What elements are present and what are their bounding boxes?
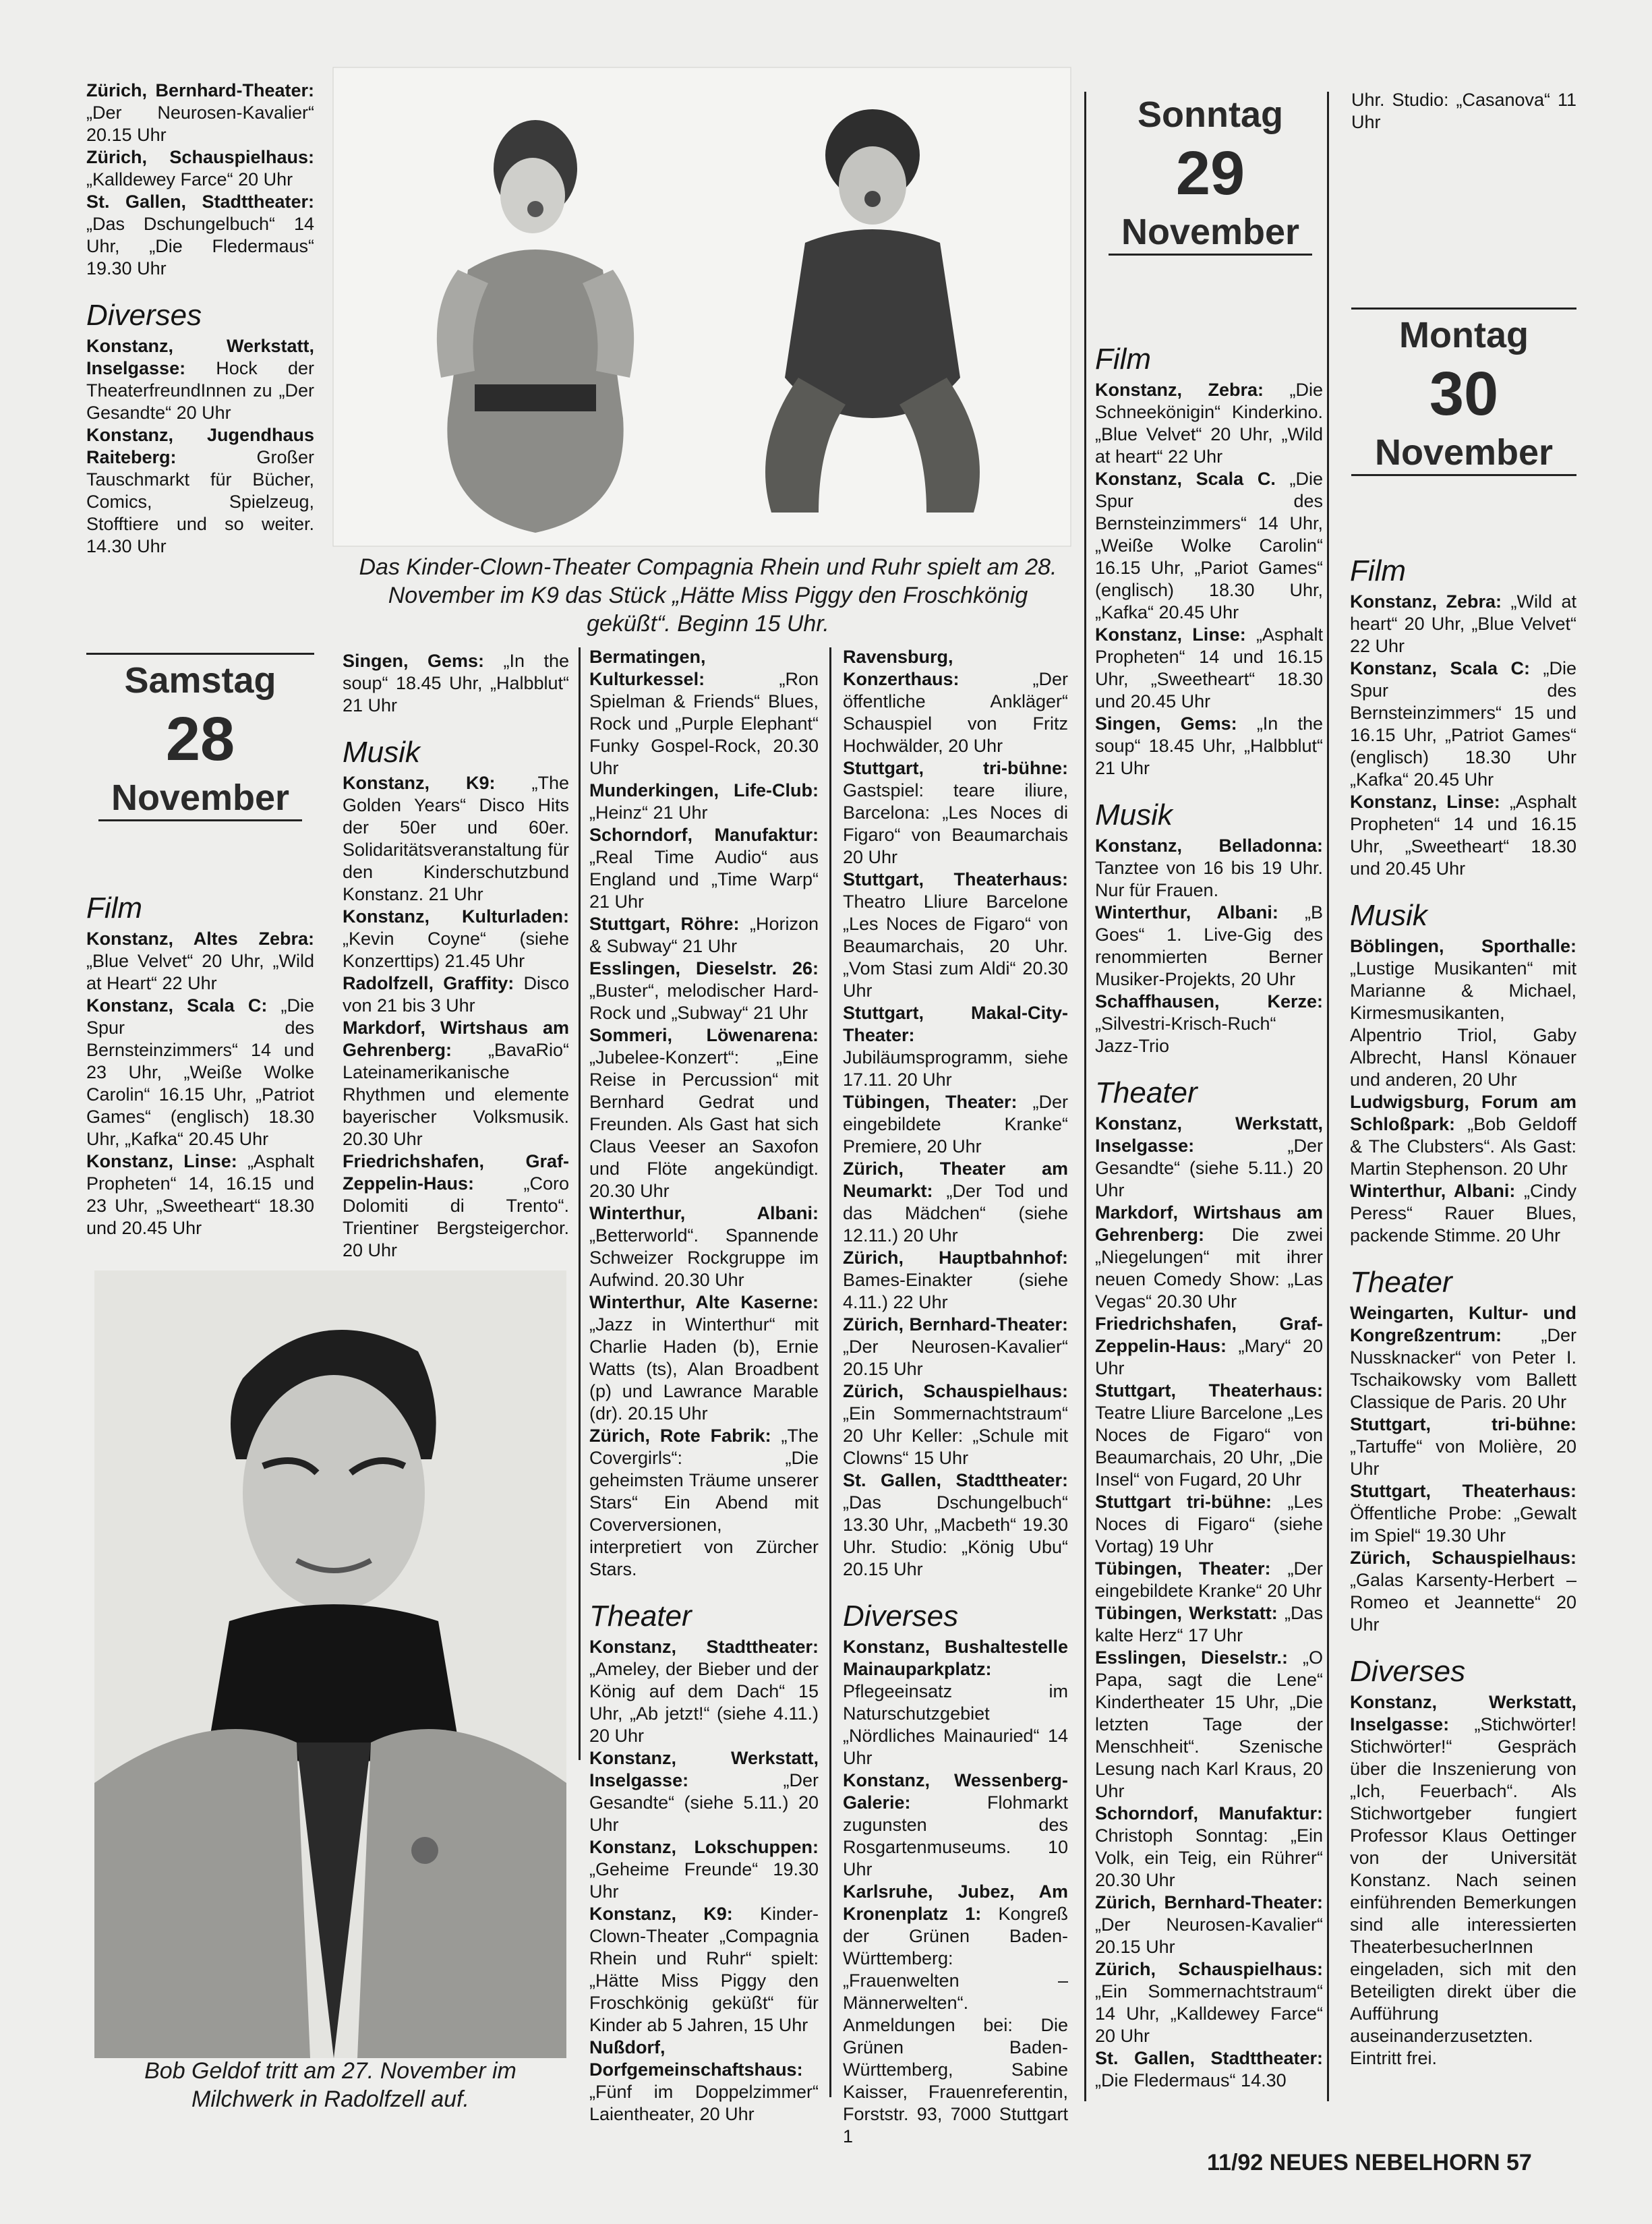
listing-entry <box>1095 1647 1323 1803</box>
listing-entry <box>86 335 314 424</box>
venue-name: St. Gallen, Stadttheater: <box>1095 2048 1323 2068</box>
section-heading: Musik <box>1095 798 1173 831</box>
event-details: Großer Tauschmarkt für Bücher, Comics, Spielzeug, Stofftiere und so weiter. 14.30 Uhr <box>86 447 314 556</box>
section-heading: Diverses <box>86 299 202 332</box>
listing-entry <box>589 1024 819 1202</box>
event-details: Die zwei „Niegelungen“ mit ihrer neuen Comedy Show: „Las Vegas“ 20.30 Uhr <box>1095 1225 1323 1312</box>
venue-name: Nußdorf, Dorfgemeinschaftshaus: <box>589 2037 803 2080</box>
venue-name: Radolfzell, Graffity: <box>343 973 514 993</box>
event-details: „Die Spur des Bernsteinzimmers“ 15 und 16.15 Uhr, „Patriot Games“ (englisch) 18.30 Uhr „Kafka“ 20.45 Uhr <box>1350 658 1576 790</box>
venue-name: Konstanz, Bushaltestelle Mainauparkplatz: <box>843 1637 1068 1679</box>
event-details: „Asphalt Propheten“ 14 und 16.15 Uhr, „Sweetheart“ 18.30 und 20.45 Uhr <box>1095 624 1323 711</box>
column-1-top <box>86 80 314 579</box>
listing-entry <box>589 2037 819 2126</box>
event-details: „Das Dschungelbuch“ 14 Uhr, „Die Fledermaus“ 19.30 Uhr <box>86 214 314 279</box>
venue-name: Zürich, Rote Fabrik: <box>589 1426 771 1446</box>
listing-entry <box>1350 1691 1576 2070</box>
event-details: „Real Time Audio“ aus England und „Time Warp“ 21 Uhr <box>589 847 819 912</box>
venue-name: Zürich, Schauspielhaus: <box>86 147 314 167</box>
venue-name: Konstanz, Scala C: <box>1350 658 1530 678</box>
listing-entry <box>843 1314 1068 1380</box>
venue-name: Winterthur, Albani: <box>589 1203 819 1223</box>
venue-name: Friedrichshafen, Graf-Zeppelin-Haus: <box>1095 1314 1323 1356</box>
header-rule <box>1109 254 1312 256</box>
listing-entry <box>1095 1202 1323 1313</box>
venue-name: Schaffhausen, Kerze: <box>1095 991 1323 1012</box>
venue-name: Stuttgart, Röhre: <box>589 914 740 934</box>
event-details: „Der eingebildete Kranke“ Premiere, 20 Uhr <box>843 1092 1068 1157</box>
event-details: „Das Dschungelbuch“ 13.30 Uhr, „Macbeth“ 19.30 Uhr. Studio: „König Ubu“ 20.15 Uhr <box>843 1492 1068 1579</box>
listing-entry <box>343 972 569 1017</box>
venue-name: Stuttgart, tri-bühne: <box>843 758 1068 778</box>
venue-name: Konstanz, Zebra: <box>1350 591 1502 612</box>
listing-entry <box>1095 1602 1323 1647</box>
column-1-bottom <box>86 891 314 1269</box>
event-details: Hock der TheaterfreundInnen zu „Der Gesandte“ 20 Uhr <box>86 358 314 423</box>
day-header-sunday <box>1098 89 1323 256</box>
event-details: „Les Noces di Figaro“ (siehe Vortag) 19 Uhr <box>1095 1492 1323 1556</box>
event-details: „Kalldewey Farce“ 20 Uhr <box>86 169 293 189</box>
listing-entry <box>1350 1091 1576 1180</box>
listing-entry <box>343 1017 569 1150</box>
venue-name: Weingarten, Kultur- und Kongreßzentrum: <box>1350 1303 1576 1345</box>
listing-entry <box>589 824 819 913</box>
event-details: „The Golden Years“ Disco Hits der 50er und 60er. Solidaritätsveranstaltung für den Kinderschutzbund Konstanz. 21 Uhr <box>343 773 569 904</box>
event-details: Bames-Einakter (siehe 4.11.) 22 Uhr <box>843 1270 1068 1312</box>
venue-name: Konstanz, Linse: <box>86 1151 237 1171</box>
venue-name: Schorndorf, Manufaktur: <box>589 825 819 845</box>
venue-name: Konstanz, Lokschuppen: <box>589 1837 819 1857</box>
venue-name: Winterthur, Alte Kaserne: <box>589 1292 819 1312</box>
event-details: „Der Nussknacker“ von Peter I. Tschaikowsky vom Ballett Classique de Paris. 20 Uhr <box>1350 1325 1576 1412</box>
venue-name: Markdorf, Wirtshaus am Gehrenberg: <box>1095 1202 1323 1245</box>
venue-name: Zürich, Hauptbahnhof: <box>843 1248 1068 1268</box>
listing-entry <box>1095 902 1323 991</box>
event-details: „Asphalt Propheten“ 14, 16.15 und 23 Uhr, „Sweetheart“ 18.30 und 20.45 Uhr <box>86 1151 314 1238</box>
venue-name: Konstanz, K9: <box>343 773 496 793</box>
venue-name: Bermatingen, Kulturkessel: <box>589 647 706 689</box>
section-heading: Theater <box>589 1600 692 1633</box>
event-details: „Betterworld“. Spannende Schweizer Rockgruppe im Aufwind. 20.30 Uhr <box>589 1225 819 1290</box>
venue-name: Zürich, Schauspielhaus: <box>1350 1548 1576 1568</box>
venue-name: Konstanz, Wessenberg-Galerie: <box>843 1770 1068 1813</box>
geldof-photo <box>94 1270 566 2058</box>
event-details: „In the soup“ 18.45 Uhr, „Halbblut“ 21 Uhr <box>343 651 569 715</box>
venue-name: Konstanz, Werkstatt, Inselgasse: <box>86 336 314 378</box>
event-details: „Mary“ 20 Uhr <box>1095 1336 1323 1378</box>
event-details: „Asphalt Propheten“ 14 und 16.15 Uhr, „Sweetheart“ 18.30 und 20.45 Uhr <box>1350 792 1576 879</box>
event-details: „Fünf im Doppelzimmer“ Laientheater, 20 Uhr <box>589 2082 819 2124</box>
event-details: „Die Spur des Bernsteinzimmers“ 14 Uhr, „Weiße Wolke Carolin“ 16.15 Uhr, „Pariot Games“ (englisch) 18.30 Uhr, „Kafka“ 20.45 Uhr <box>1095 469 1323 622</box>
listing-entry <box>589 958 819 1024</box>
event-details: Kinder-Clown-Theater „Compagnia Rhein und Ruhr“ spielt: „Hätte Miss Piggy den Froschkönig geküßt“ für Kinder ab 5 Jahren, 15 Uhr <box>589 1904 819 2035</box>
venue-name: Konstanz, Linse: <box>1095 624 1246 645</box>
venue-name: Winterthur, Albani: <box>1095 902 1278 923</box>
listing-entry <box>843 1469 1068 1581</box>
listing-entry <box>1095 1313 1323 1380</box>
listing-entry <box>1095 379 1323 468</box>
event-details: „Silvestri-Krisch-Ruch“ Jazz-Trio <box>1095 1014 1276 1056</box>
event-details: Öffentliche Probe: „Gewalt im Spiel“ 19.30 Uhr <box>1350 1503 1576 1546</box>
listing-entry <box>843 869 1068 1002</box>
event-details: „Stichwörter! Stichwörter!“ Gespräch über die Inszenierung von „Ich, Feuerbach“. Als Stichwortgeber fungiert Professor Klaus Oettinger von der Universität Konstanz. Nach seinen einführenden Bemerkungen sind alle interessierten TheaterbesucherInnen eingeladen, sich mit den Beteiligten direkt über die Aufführung auseinanderzusetzten. Eintritt frei. <box>1350 1714 1576 2068</box>
page-footer: 11/92 NEUES NEBELHORN 57 <box>1207 2150 1532 2175</box>
venue-name: Konstanz, Werkstatt, Inselgasse: <box>589 1748 819 1790</box>
venue-name: Esslingen, Dieselstr. 26: <box>589 958 819 978</box>
venue-name: Stuttgart, Theaterhaus: <box>843 869 1068 889</box>
event-details: Flohmarkt zugunsten des Rosgartenmuseums. 10 Uhr <box>843 1792 1068 1879</box>
day-number: 29 <box>1175 139 1245 208</box>
section-heading: Film <box>1095 343 1152 376</box>
event-details: „Coro Dolomiti di Trento“. Trientiner Bergsteigerchor. 20 Uhr <box>343 1173 569 1260</box>
listing-entry <box>589 1636 819 1747</box>
event-details: „Der Neurosen-Kavalier“ 20.15 Uhr <box>86 103 314 145</box>
event-details: „Der Neurosen-Kavalier“ 20.15 Uhr <box>1095 1914 1323 1957</box>
section-heading: Musik <box>343 736 420 769</box>
venue-name: Konstanz, Zebra: <box>1095 380 1264 400</box>
event-details: „Die Fledermaus“ 14.30 <box>1095 2070 1287 2090</box>
column-divider <box>1327 92 1329 2101</box>
event-details: „Tartuffe“ von Molière, 20 Uhr <box>1350 1436 1576 1479</box>
venue-name: Konstanz, Stadttheater: <box>589 1637 819 1657</box>
month-name: November <box>1121 212 1300 252</box>
column-divider <box>829 647 831 2097</box>
listing-entry <box>86 191 314 280</box>
listing-entry <box>843 1881 1068 2148</box>
venue-name: Markdorf, Wirtshaus am Gehrenberg: <box>343 1018 569 1060</box>
listing-entry <box>1095 2047 1323 2092</box>
header-rule <box>98 819 302 821</box>
listing-entry <box>1095 713 1323 780</box>
listing-entry <box>589 913 819 958</box>
event-details: „Jubelee-Konzert“: „Eine Reise in Percussion“ mit Bernhard Gedrat und Freunden. Als Gast hat sich Claus Veeser an Saxofon und Flöte angekündigt. 20.30 Uhr <box>589 1047 819 1201</box>
event-details: „Galas Karsenty-Herbert – Romeo et Jeannette“ 20 Uhr <box>1350 1570 1576 1635</box>
listing-entry <box>843 1769 1068 1881</box>
day-name: Sonntag <box>1138 94 1283 135</box>
listing-entry <box>589 1425 819 1581</box>
event-details: „Die Schneekönigin“ Kinderkino. „Blue Velvet“ 20 Uhr, „Wild at heart“ 22 Uhr <box>1095 380 1323 467</box>
day-header-monday <box>1351 308 1576 476</box>
event-details: „Blue Velvet“ 20 Uhr, „Wild at Heart“ 22 Uhr <box>86 951 314 993</box>
venue-name: Tübingen, Theater: <box>843 1092 1017 1112</box>
listing-entry <box>1350 1180 1576 1247</box>
venue-name: Stuttgart, Theaterhaus: <box>1095 1380 1323 1401</box>
event-details: „Der Gesandte“ (siehe 5.11.) 20 Uhr <box>589 1770 819 1835</box>
venue-name: Stuttgart, tri-bühne: <box>1350 1414 1576 1434</box>
listing-entry <box>843 1158 1068 1247</box>
listing-entry <box>589 780 819 824</box>
column-4 <box>843 646 1068 2146</box>
event-details: Teatre Lliure Barcelone „Les Noces de Figaro“ von Beaumarchais, 20 Uhr, „Die Insel“ von Fugard, 20 Uhr <box>1095 1403 1323 1490</box>
event-details: Pflegeeinsatz im Naturschutzgebiet „Nördliches Mainauried“ 14 Uhr <box>843 1681 1068 1768</box>
venue-name: Konstanz, Altes Zebra: <box>86 929 314 949</box>
column-divider <box>579 647 581 1760</box>
listing-entry <box>1350 591 1576 657</box>
column-5 <box>1095 343 1323 2116</box>
venue-name: Friedrichshafen, Graf-Zeppelin-Haus: <box>343 1151 569 1194</box>
event-details: „Bob Geldoff & The Clubsters“. Als Gast: Martin Stephenson. 20 Uhr <box>1350 1114 1576 1179</box>
venue-name: Winterthur, Albani: <box>1350 1181 1516 1201</box>
venue-name: Tübingen, Theater: <box>1095 1558 1271 1579</box>
listing-entry <box>1095 1491 1323 1558</box>
event-details: „Das kalte Herz“ 17 Uhr <box>1095 1603 1323 1645</box>
event-details: „Die Spur des Bernsteinzimmers“ 14 und 23 Uhr, „Weiße Wolke Carolin“ 16.15 Uhr, „Patriot Games“ (englisch) 18.30 Uhr, „Kafka“ 20.45 Uhr <box>86 995 314 1149</box>
listing-entry <box>1350 791 1576 880</box>
venue-name: Konstanz, K9: <box>589 1904 733 1924</box>
venue-name: Stuttgart, Theaterhaus: <box>1350 1481 1576 1501</box>
listing-entry <box>1095 1558 1323 1602</box>
listing-entry <box>343 772 569 906</box>
event-details: „O Papa, sagt die Lene“ Kindertheater 15 Uhr, „Die letzten Tage der Menschheit“. Szenische Lesung nach Karl Kraus, 20 Uhr <box>1095 1647 1323 1801</box>
listing-entry <box>843 1380 1068 1469</box>
venue-name: Esslingen, Dieselstr.: <box>1095 1647 1289 1668</box>
listing-entry <box>843 757 1068 869</box>
venue-name: Ludwigsburg, Forum am Schloßpark: <box>1350 1092 1576 1134</box>
venue-name: St. Gallen, Stadttheater: <box>86 192 314 212</box>
listing-entry <box>589 1836 819 1903</box>
listing-entry <box>589 1903 819 2037</box>
geldof-illustration <box>94 1270 566 2058</box>
venue-name: Zürich, Bernhard-Theater: <box>86 80 314 100</box>
event-details: „Jazz in Winterthur“ mit Charlie Haden (b), Ernie Watts (ts), Alan Broadbent (p) und Lawrance Marable (dr). 20.15 Uhr <box>589 1314 819 1424</box>
venue-name: Tübingen, Werkstatt: <box>1095 1603 1278 1623</box>
section-heading: Musik <box>1350 899 1427 932</box>
listing-entry <box>1095 1892 1323 1958</box>
event-details: „Wild at heart“ 20 Uhr, „Blue Velvet“ 22 Uhr <box>1350 591 1576 656</box>
event-details: Kongreß der Grünen Baden-Württemberg: „Frauenwelten – Männerwelten“. Anmeldungen bei: Die Grünen Baden-Württemberg, Sabine Kaisser, Frauenreferentin, Forststr. 93, 7000 Stuttgart 1 <box>843 1904 1068 2146</box>
venue-name: Zürich, Bernhard-Theater: <box>843 1314 1068 1335</box>
venue-name: Singen, Gems: <box>343 651 485 671</box>
venue-name: Zürich, Bernhard-Theater: <box>1095 1892 1323 1912</box>
event-details: „Kevin Coyne“ (siehe Konzerttips) 21.45 Uhr <box>343 929 569 971</box>
event-details: „Cindy Peress“ Rauer Blues, packende Stimme. 20 Uhr <box>1350 1181 1576 1246</box>
event-details: „Der öffentliche Ankläger“ Schauspiel von Fritz Hochwälder, 20 Uhr <box>843 669 1068 756</box>
listing-entry <box>1095 624 1323 713</box>
listing-entry <box>1095 1380 1323 1491</box>
listing-entry <box>86 928 314 995</box>
listing-entry <box>1095 991 1323 1057</box>
section-heading: Film <box>1350 554 1407 587</box>
venue-name: Böblingen, Sporthalle: <box>1350 936 1576 956</box>
listing-entry <box>86 146 314 191</box>
listing-entry <box>843 646 1068 757</box>
day-name: Montag <box>1399 315 1529 355</box>
day-name: Samstag <box>124 660 276 701</box>
listing-entry <box>1350 935 1576 1091</box>
venue-name: Stuttgart tri-bühne: <box>1095 1492 1272 1512</box>
column-2 <box>343 650 569 1270</box>
clown-photo <box>333 67 1071 546</box>
listing-entry <box>1095 1113 1323 1202</box>
listing-entry <box>86 995 314 1150</box>
venue-name: St. Gallen, Stadttheater: <box>843 1470 1068 1490</box>
event-details: „Geheime Freunde“ 19.30 Uhr <box>589 1859 819 1902</box>
header-rule <box>86 653 314 655</box>
event-details: Gastspiel: teare iliure, Barcelona: „Les Noces di Figaro“ von Beaumarchais 20 Uhr <box>843 780 1068 867</box>
column-3 <box>589 646 819 2124</box>
day-number: 28 <box>165 705 235 773</box>
venue-name: Zürich, Theater am Neumarkt: <box>843 1159 1068 1201</box>
event-details: „Ein Sommernachtstraum“ 20 Uhr Keller: „Schule mit Clowns“ 15 Uhr <box>843 1403 1068 1468</box>
venue-name: Konstanz, Scala C: <box>86 995 268 1016</box>
listing-entry <box>86 1150 314 1239</box>
event-details: „Der eingebildete Kranke“ 20 Uhr <box>1095 1558 1323 1601</box>
venue-name: Karlsruhe, Jubez, Am Kronenplatz 1: <box>843 1881 1068 1924</box>
listing-entry <box>1350 1413 1576 1480</box>
venue-name: Zürich, Schauspielhaus: <box>1095 1959 1323 1979</box>
venue-name: Konstanz, Scala C. <box>1095 469 1276 489</box>
listing-entry <box>1095 1958 1323 2047</box>
event-details: Uhr. Studio: „Casanova“ 11 Uhr <box>1351 90 1576 132</box>
venue-name: Munderkingen, Life-Club: <box>589 780 819 800</box>
event-details: Theatro Lliure Barcelone „Les Noces de Figaro“ von Beaumarchais, 20 Uhr. „Vom Stasi zum Aldi“ 20.30 Uhr <box>843 891 1068 1001</box>
section-heading: Diverses <box>843 1600 959 1633</box>
venue-name: Schorndorf, Manufaktur: <box>1095 1803 1323 1823</box>
event-details: „Horizon & Subway“ 21 Uhr <box>589 914 819 956</box>
event-details: „In the soup“ 18.45 Uhr, „Halbblut“ 21 Uhr <box>1095 713 1323 778</box>
venue-name: Konstanz, Jugendhaus Raiteberg: <box>86 425 314 467</box>
listing-entry <box>1350 657 1576 791</box>
listing-entry <box>86 424 314 558</box>
month-name: November <box>111 778 290 818</box>
event-details: „Buster“, melodischer Hard-Rock und „Subway“ 21 Uhr <box>589 981 819 1023</box>
event-details: „Ron Spielman & Friends“ Blues, Rock und „Purple Elephant“ Funky Gospel-Rock, 20.30 Uhr <box>589 669 819 778</box>
listing-entry <box>589 1747 819 1836</box>
section-heading: Theater <box>1350 1266 1452 1299</box>
header-rule <box>1351 474 1576 476</box>
listing-entry <box>343 1150 569 1262</box>
listing-entry <box>843 1091 1068 1158</box>
column-6-top <box>1351 89 1576 143</box>
listing-entry <box>1351 89 1576 134</box>
geldof-photo-caption: Bob Geldof tritt am 27. November im Milchwerk in Radolfzell auf. <box>144 2058 517 2112</box>
clown-illustration <box>333 67 1071 546</box>
column-6 <box>1350 554 1576 2105</box>
event-details: „Heinz“ 21 Uhr <box>589 802 708 823</box>
section-heading: Diverses <box>1350 1655 1466 1688</box>
event-details: Tanztee von 16 bis 19 Uhr. Nur für Frauen. <box>1095 858 1323 900</box>
listing-entry <box>1095 835 1323 902</box>
event-details: „Ein Sommernachtstraum“ 14 Uhr, „Kalldewey Farce“ 20 Uhr <box>1095 1981 1323 2046</box>
venue-name: Sommeri, Löwenarena: <box>589 1025 819 1045</box>
listing-entry <box>1095 1803 1323 1892</box>
month-name: November <box>1374 432 1554 473</box>
listing-entry <box>589 646 819 780</box>
event-details: Jubiläumsprogramm, siehe 17.11. 20 Uhr <box>843 1047 1068 1090</box>
event-details: „BavaRio“ Lateinamerikanische Rhythmen und elemente bayerischer Volksmusik. 20.30 Uhr <box>343 1040 569 1149</box>
venue-name: Stuttgart, Makal-City-Theater: <box>843 1003 1068 1045</box>
listing-entry <box>589 1291 819 1425</box>
venue-name: Konstanz, Werkstatt, Inselgasse: <box>1350 1692 1576 1734</box>
listing-entry <box>843 1636 1068 1769</box>
event-details: „Der Neurosen-Kavalier“ 20.15 Uhr <box>843 1337 1068 1379</box>
event-details: „Ameley, der Bieber und der König auf dem Dach“ 15 Uhr, „Ab jetzt!“ (siehe 4.11.) 20 Uhr <box>589 1659 819 1746</box>
listing-entry <box>1350 1480 1576 1547</box>
day-number: 30 <box>1429 359 1499 428</box>
listing-entry <box>843 1247 1068 1314</box>
event-details: Disco von 21 bis 3 Uhr <box>343 973 569 1016</box>
event-details: „B Goes“ 1. Live-Gig des renommierten Berner Musiker-Projekts, 20 Uhr <box>1095 902 1323 989</box>
venue-name: Konstanz, Linse: <box>1350 792 1500 812</box>
event-details: „Der Gesandte“ (siehe 5.11.) 20 Uhr <box>1095 1136 1323 1200</box>
listing-entry <box>343 650 569 717</box>
listing-entry <box>843 1002 1068 1091</box>
clown-photo-caption: Das Kinder-Clown-Theater Compagnia Rhein und Ruhr spielt am 28. November im K9 das Stück „Hätte Miss Piggy den Froschkönig geküßt“. Beginn 15 Uhr. <box>359 554 1057 637</box>
listing-entry <box>1350 1302 1576 1413</box>
listing-entry <box>1350 1547 1576 1636</box>
day-header-saturday <box>86 653 314 821</box>
venue-name: Zürich, Schauspielhaus: <box>843 1381 1068 1401</box>
listing-entry <box>343 906 569 972</box>
section-heading: Theater <box>1095 1076 1198 1109</box>
event-details: Christoph Sonntag: „Ein Volk, ein Teig, ein Rührer“ 20.30 Uhr <box>1095 1825 1323 1890</box>
venue-name: Ravensburg, Konzerthaus: <box>843 647 960 689</box>
venue-name: Konstanz, Werkstatt, Inselgasse: <box>1095 1113 1323 1156</box>
event-details: „Der Tod und das Mädchen“ (siehe 12.11.) 20 Uhr <box>843 1181 1068 1246</box>
column-divider <box>1084 92 1086 2101</box>
venue-name: Konstanz, Kulturladen: <box>343 906 569 927</box>
event-details: „The Covergirls“: „Die geheimsten Träume unserer Stars“ Ein Abend mit Coverversionen, interpretiert von Zürcher Stars. <box>589 1426 819 1579</box>
venue-name: Singen, Gems: <box>1095 713 1237 734</box>
venue-name: Konstanz, Belladonna: <box>1095 836 1323 856</box>
section-heading: Film <box>86 891 143 925</box>
listing-entry <box>86 80 314 146</box>
listing-entry <box>1095 468 1323 624</box>
header-rule <box>1351 308 1576 310</box>
listing-entry <box>589 1202 819 1291</box>
event-details: „Lustige Musikanten“ mit Marianne & Michael, Kirmesmusikanten, Alpentrio Triol, Gaby Albrecht, Hansl Könauer und anderen, 20 Uhr <box>1350 958 1576 1090</box>
